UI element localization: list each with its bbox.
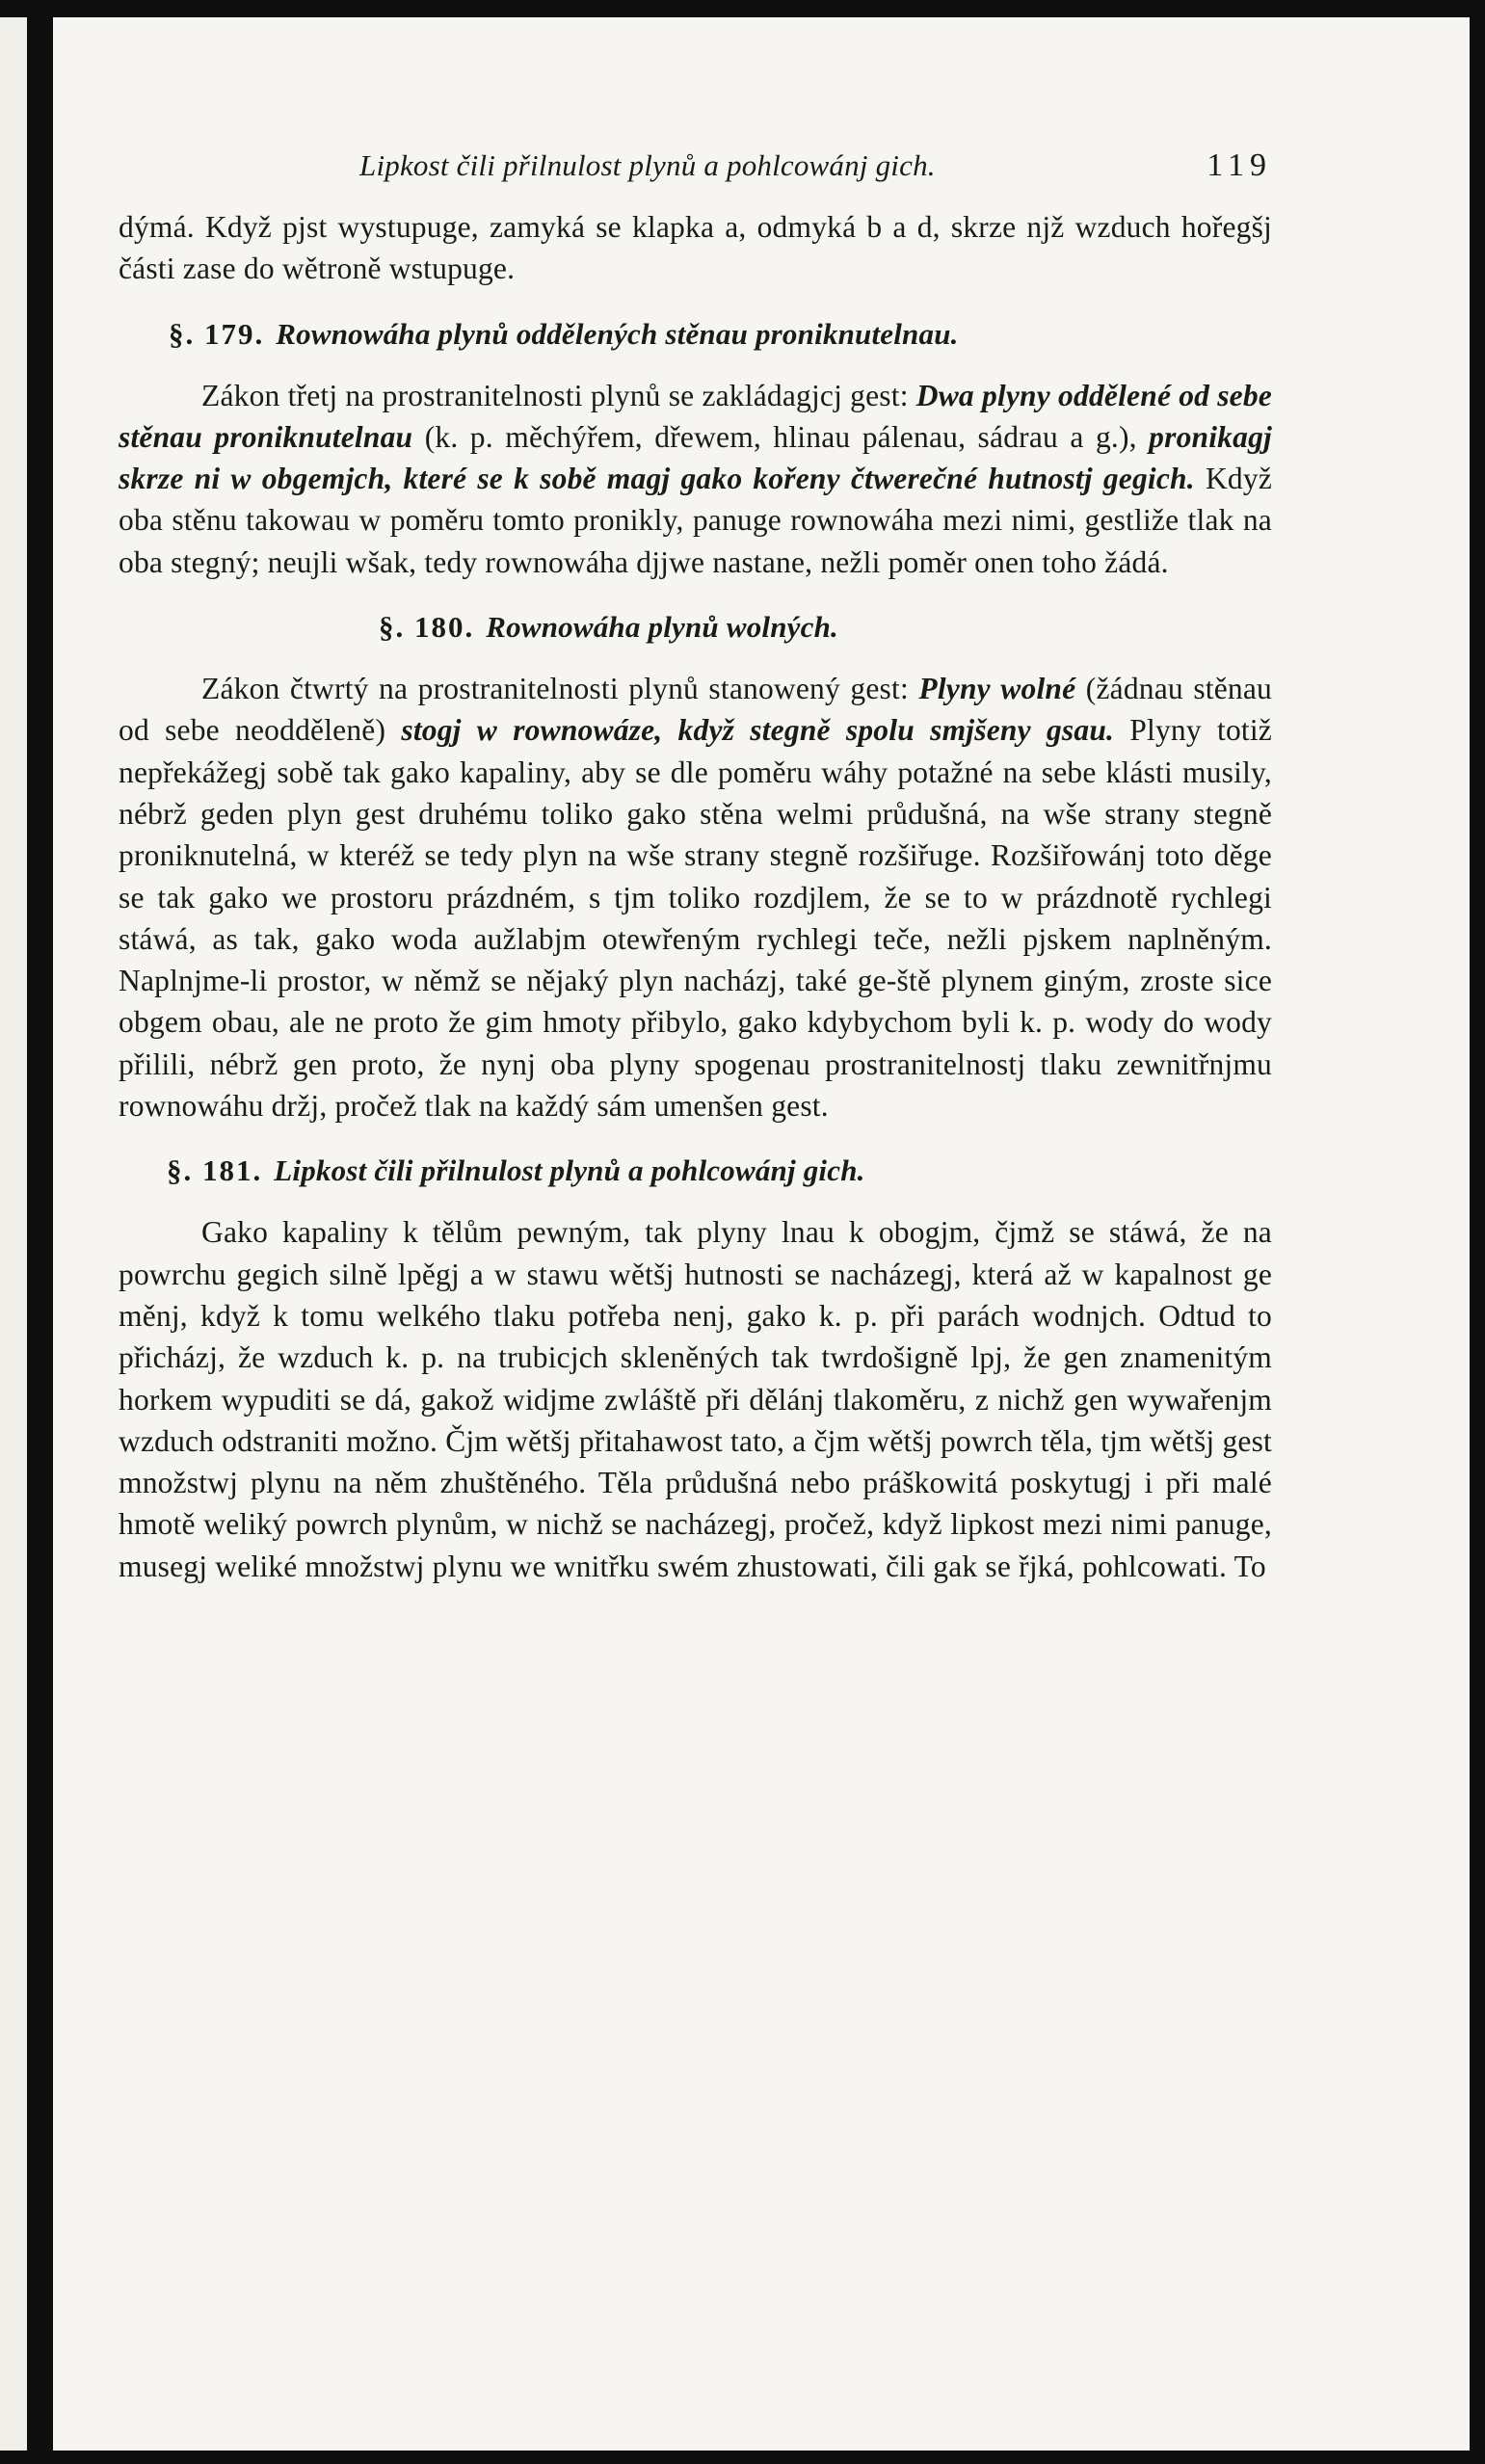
section-181-heading bbox=[119, 1152, 1272, 1190]
section-179-emphasis-2: pronikagj skrze ni w obgemjch, které se k sobě magj gako kořeny čtwerečné hutnostj gegich. bbox=[119, 419, 1272, 496]
section-179-text-b: (k. p. měchýřem, dřewem, hlinau pálenau, sádrau a g.), bbox=[424, 419, 1137, 454]
section-180-paragraph bbox=[119, 668, 1272, 1126]
section-180-title: Rownowáha plynů wolných. bbox=[486, 610, 838, 645]
section-181-title: Lipkost čili přilnulost plynů a pohlcowánj gich. bbox=[274, 1153, 865, 1188]
section-180-text-c: Plyny totiž nepřekážegj sobě tak gako kapaliny, aby se dle poměru wáhy potažné na sebe klásti musily, nébrž geden plyn gest druhému toliko gako stěna welmi průdušná, na wše strany stegně proniknutelná, w kteréž se tedy plyn na wše strany stegně rozšiřuge. Rozšiřowánj toto děge se tak gako we prostoru prázdném, s tjm toliko rozdjlem, že se to w prázdnotě rychlegi stáwá, as tak, gako woda aužlabjm otewřeným rychlegi teče, nežli pjskem naplněným. Naplnjme-li prostor, w němž se nějaký plyn nacházj, také ge-ště plynem giným, zroste sice obgem obau, ale ne proto že gim hmoty přibylo, gako kdybychom byli k. p. wody do wody přilili, nébrž gen proto, že nynj oba plyny spogenau prostranitelnostj tlaku zewnitřnjmu rownowáhu držj, pročež tlak na každý sám umenšen gest. bbox=[119, 713, 1272, 1124]
section-179-number: §. 179. bbox=[169, 316, 265, 351]
section-179-paragraph bbox=[119, 375, 1272, 583]
running-head-title: Lipkost čili přilnulost plynů a pohlcowánj gich. bbox=[359, 148, 936, 183]
section-179-text-c: Když oba stěnu takowau w poměru tomto pronikly, panuge rownowáha mezi nimi, gestliže tlak na oba stegný; neujli wšak, tedy rownowáha djjwe nastane, nežli poměr onen toho žádá. bbox=[119, 462, 1273, 579]
section-179-emphasis-1: Dwa plyny oddělené od sebe stěnau proniknutelnau bbox=[119, 378, 1272, 454]
previous-page-edge bbox=[0, 17, 27, 2451]
section-179-text-a: Zákon třetj na prostranitelnosti plynů se zakládagjcj gest: bbox=[201, 378, 909, 412]
section-180-text-b: (žádnau stěnau od sebe neodděleně) bbox=[119, 672, 1273, 748]
page-text bbox=[119, 135, 1272, 1587]
section-179-heading bbox=[119, 315, 1272, 354]
section-181-paragraph: Gako kapaliny k tělům pewným, tak plyny lnau k obogjm, čjmž se stáwá, že na powrchu gegich silně lpěgj a w stawu wětšj hutnosti se nacházegj, která až w kapalnost ge měnj, když k tomu welkého tlaku potřeba nenj, gako k. p. při parách wodnjch. Odtud to přicházj, že wzduch k. p. na trubicjch skleněných tak twrdošigně lpj, že gen znamenitým horkem wypuditi se dá, gakož widjme zwláště při dělánj tlakoměru, z nichž gen wywařenjm wzduch odstraniti možno. Čjm wětšj přitahawost tato, a čjm wětšj powrch těla, tjm wětšj gest množstwj plynu na něm zhuštěného. Těla průdušná nebo práškowitá poskytugj i při malé hmotě weliký powrch plynům, w nichž se nacházegj, pročež, když lipkost mezi nimi panuge, musegj weliké množstwj plynu we wnitřku swém zhustowati, čili gak se řjká, pohlcowati. To bbox=[119, 1215, 1272, 1583]
section-180-emphasis-1: Plyny wolné bbox=[918, 672, 1076, 706]
page-number: 119 bbox=[1207, 147, 1272, 184]
section-180-emphasis-2: stogj w rownowáze, když stegně spolu smjšeny gsau. bbox=[401, 713, 1115, 748]
section-180-heading bbox=[119, 608, 1272, 647]
section-181-number: §. 181. bbox=[167, 1153, 263, 1188]
running-head bbox=[119, 135, 1272, 197]
section-180-text-a: Zákon čtwrtý na prostranitelnosti plynů stanowený gest: bbox=[201, 672, 909, 706]
section-179-title: Rownowáha plynů oddělených stěnau proniknutelnau. bbox=[276, 316, 959, 351]
section-180-number: §. 180. bbox=[379, 610, 475, 645]
intro-paragraph: dýmá. Když pjst wystupuge, zamyká se klapka a, odmyká b a d, skrze njž wzduch hořegšj části zase do wětroně wstupuge. bbox=[119, 210, 1272, 286]
